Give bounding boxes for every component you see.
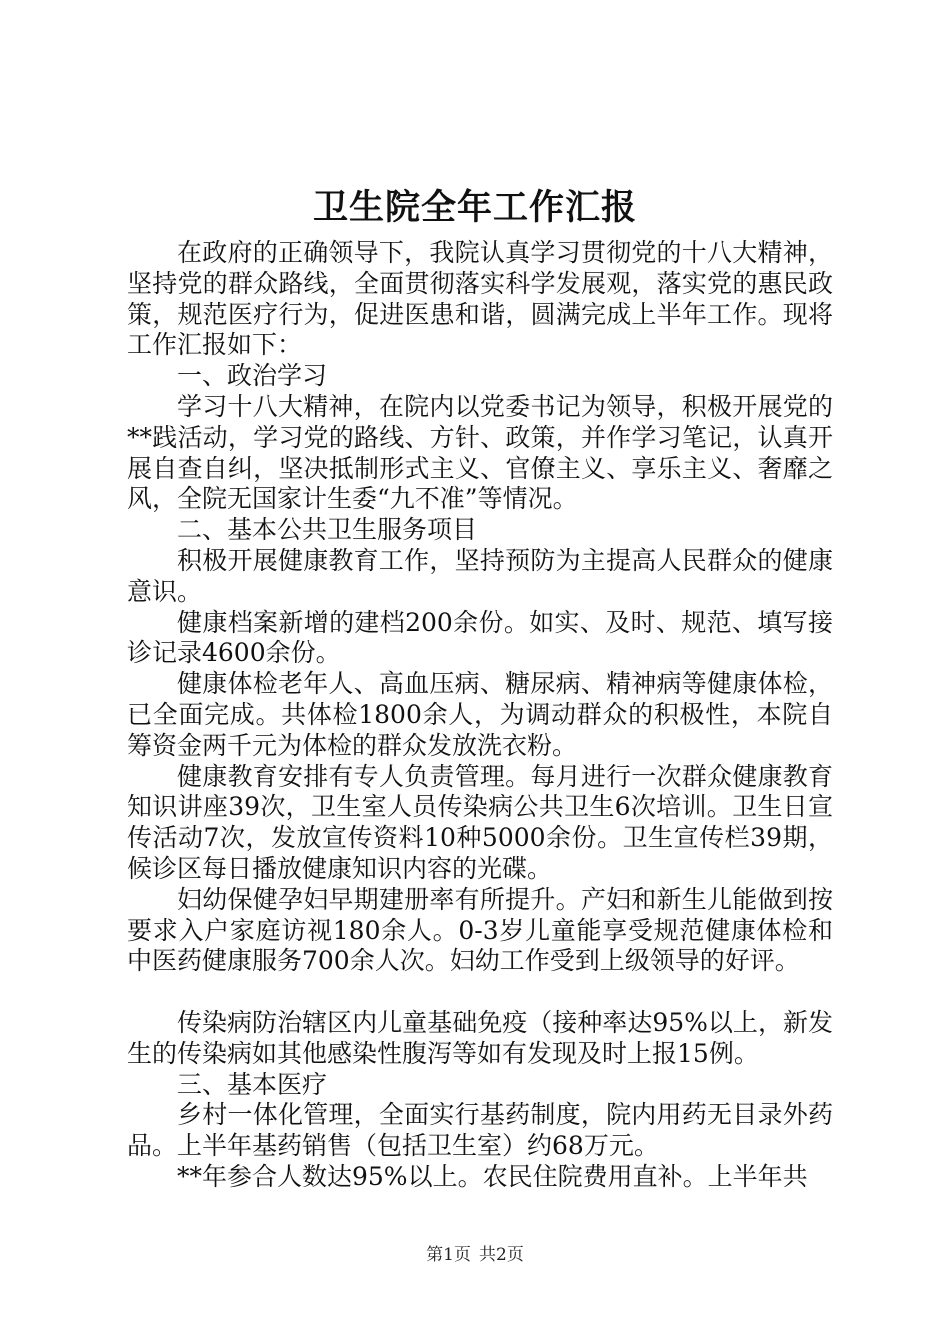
section-heading-public-health: 二、基本公共卫生服务项目	[177, 515, 478, 545]
paragraph-intro: 在政府的正确领导下，我院认真学习贯彻党的十八大精神，坚持党的群众路线，全面贯彻落实科学发展观，落实党的惠民政策，规范医疗行为，促进医患和谐，圆满完成上半年工作。现将工作汇报如下：	[127, 238, 833, 360]
document-title: 卫生院全年工作汇报	[312, 187, 637, 228]
paragraph-insurance: **年参合人数达95%以上。农民住院费用直补。上半年共	[177, 1161, 808, 1191]
paragraph-integration: 乡村一体化管理，全面实行基药制度，院内用药无目录外药品。上半年基药销售（包括卫生室）约68万元。	[127, 1100, 833, 1161]
page-total: 共2页	[479, 1245, 524, 1265]
paragraph-infectious-disease: 传染病防治辖区内儿童基础免疫（接种率达95%以上，新发生的传染病如其他感染性腹泻等如有发现及时上报15例。	[127, 1007, 833, 1068]
page-footer	[0, 1243, 950, 1267]
paragraph-spacer	[127, 977, 833, 1008]
section-heading-politics: 一、政治学习	[177, 361, 328, 391]
paragraph-health-checkup: 健康体检老年人、高血压病、糖尿病、精神病等健康体检，已全面完成。共体检1800余人，为调动群众的积极性，本院自筹资金两千元为体检的群众发放洗衣粉。	[127, 669, 833, 760]
document-body	[127, 238, 833, 1193]
paragraph-maternal-child: 妇幼保健孕妇早期建册率有所提升。产妇和新生儿能做到按要求入户家庭访视180余人。0-3岁儿童能享受规范健康体检和中医药健康服务700余人次。妇幼工作受到上级领导的好评。	[127, 884, 833, 976]
section-heading-basic-medical: 三、基本医疗	[177, 1069, 328, 1099]
paragraph-health-records: 健康档案新增的建档200余份。如实、及时、规范、填写接诊记录4600余份。	[127, 607, 833, 668]
page-number: 第1页	[426, 1245, 471, 1265]
paragraph-education-management: 健康教育安排有专人负责管理。每月进行一次群众健康教育知识讲座39次，卫生室人员传染病公共卫生6次培训。卫生日宣传活动7次，发放宣传资料10种5000余份。卫生宣传栏39期，候诊区每日播放健康知识内容的光碟。	[127, 761, 833, 883]
paragraph-politics: 学习十八大精神，在院内以党委书记为领导，积极开展党的**践活动，学习党的路线、方针、政策，并作学习笔记，认真开展自查自纠，坚决抵制形式主义、官僚主义、享乐主义、奢靡之风，全院无国家计生委“九不准”等情况。	[127, 391, 833, 514]
paragraph-health-education: 积极开展健康教育工作，坚持预防为主提高人民群众的健康意识。	[127, 545, 833, 606]
